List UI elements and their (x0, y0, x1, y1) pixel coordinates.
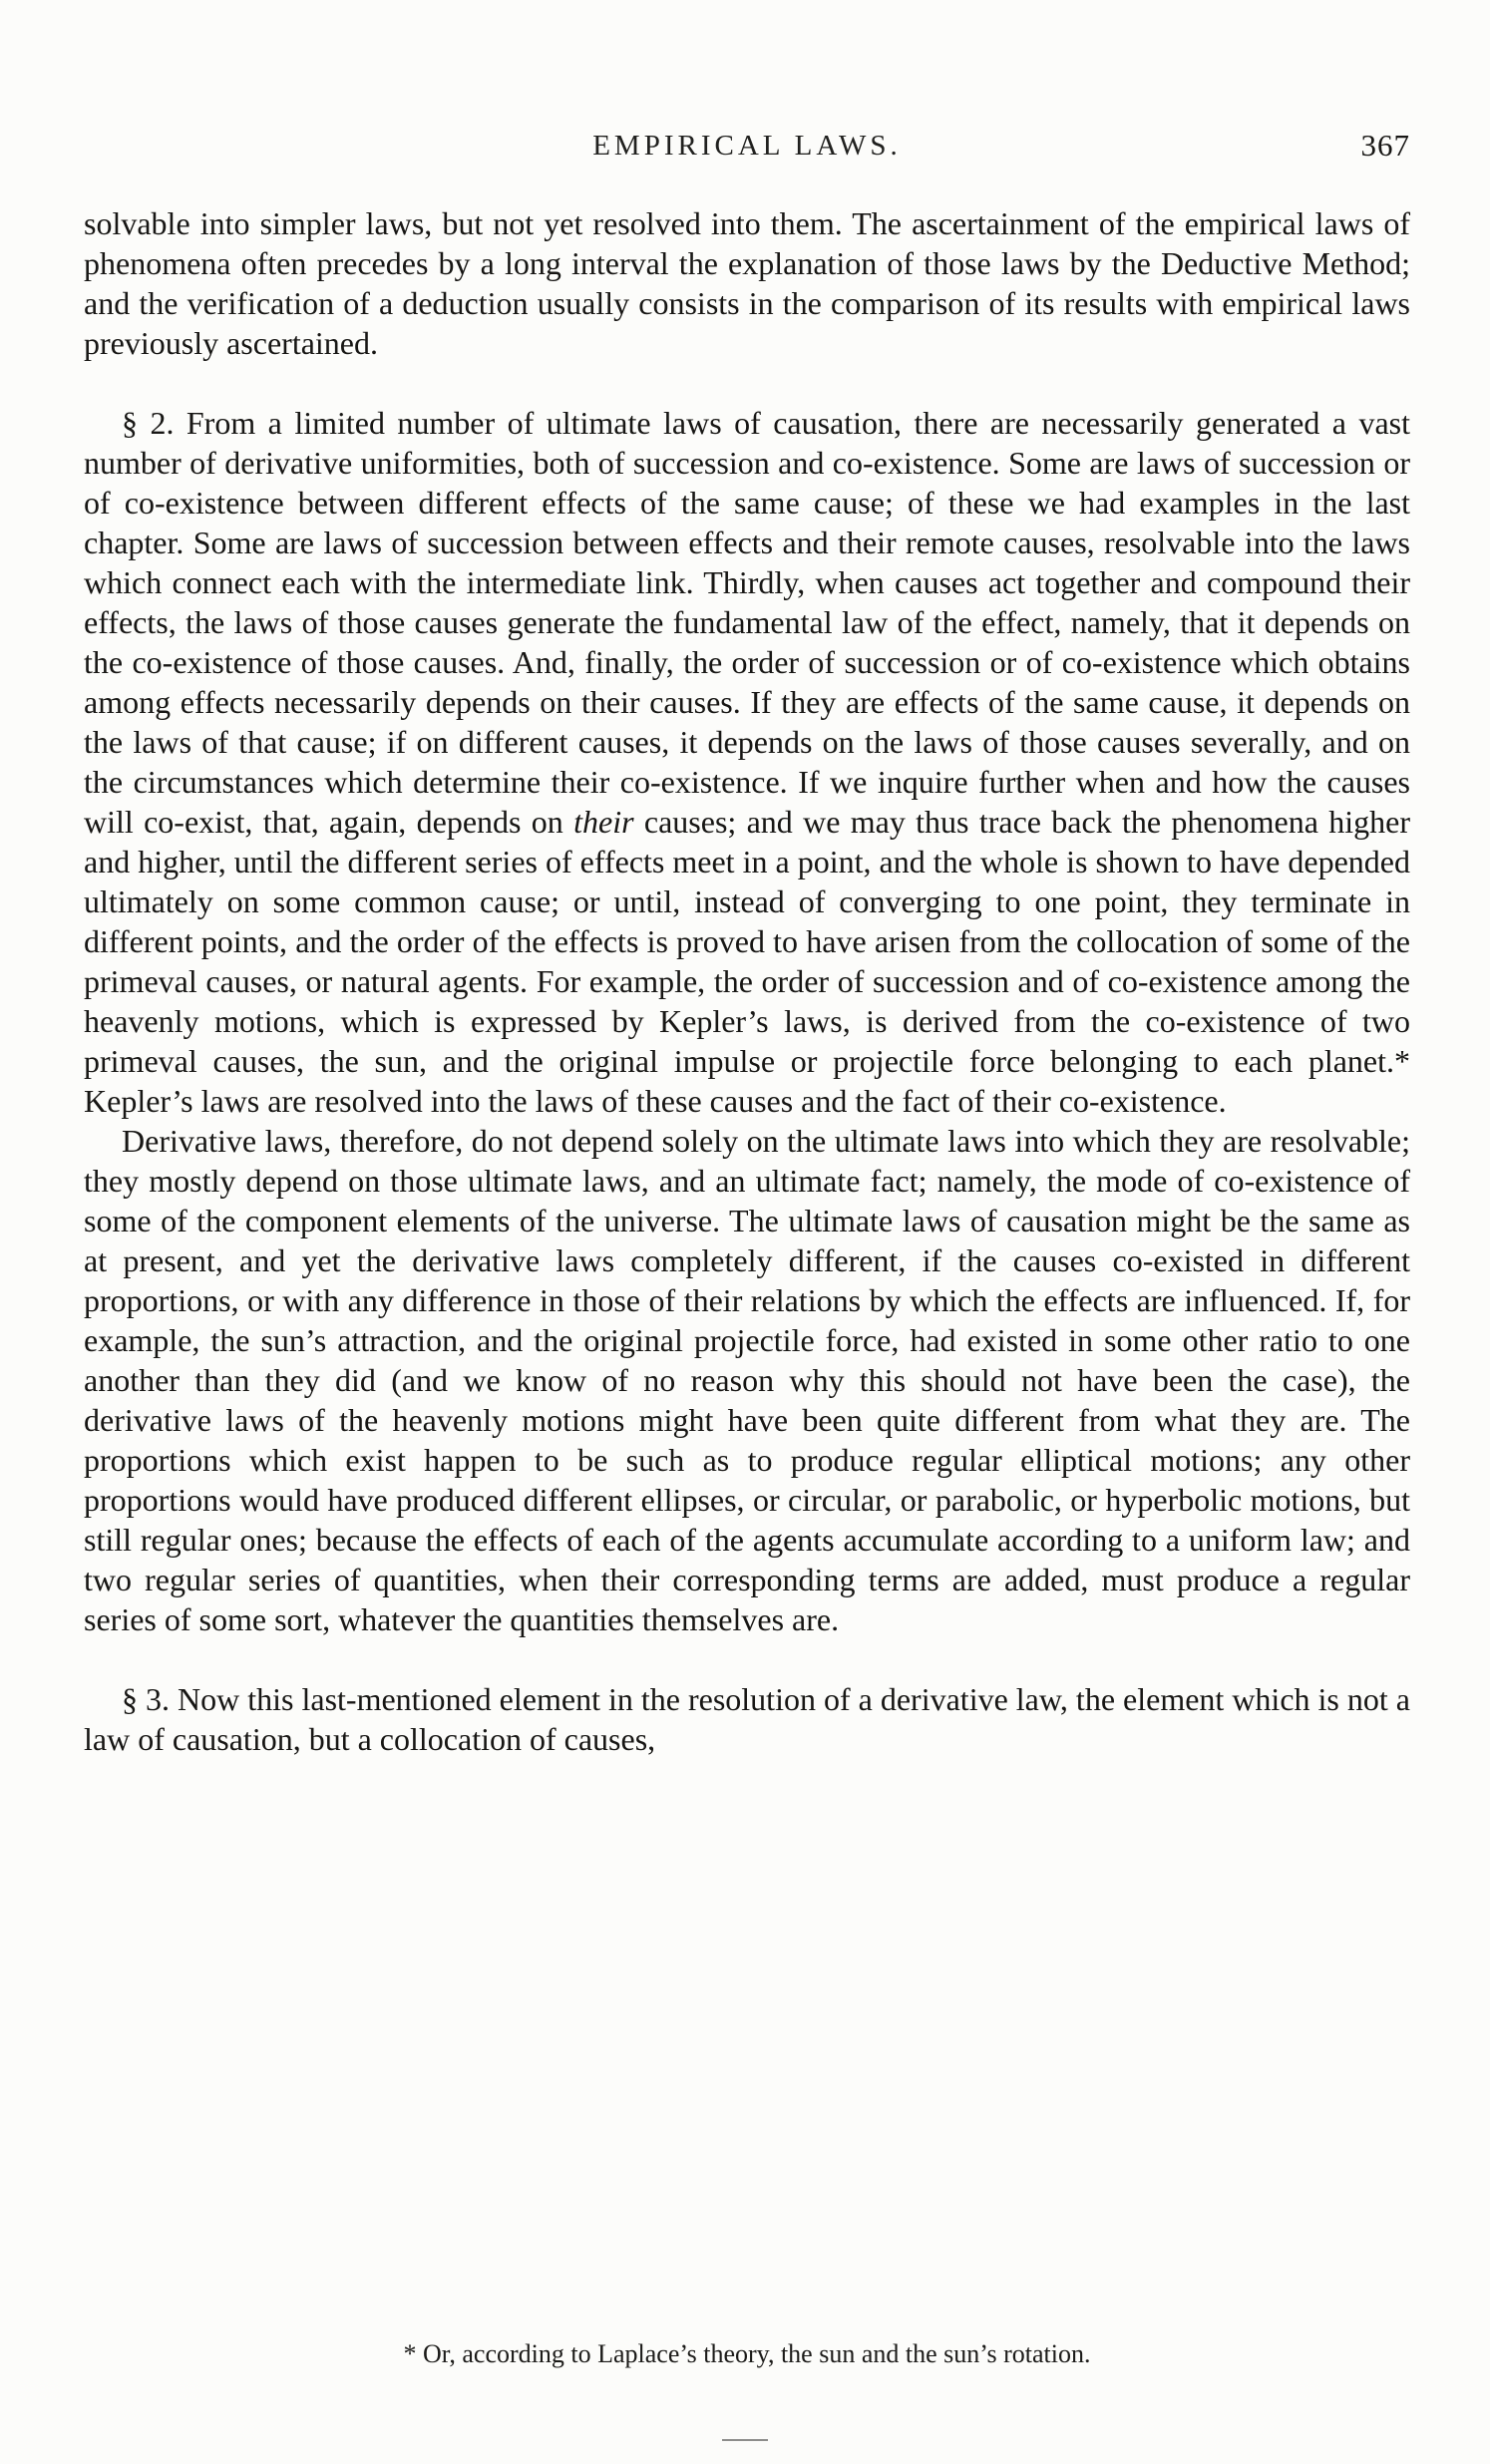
paragraph (84, 203, 1410, 363)
italic-run: their (573, 804, 634, 840)
text-run: Derivative laws, therefore, do not depend solely on the ultimate laws into which they are resolvable; they mostly depend on those ultimate laws, and an ultimate fact; namely, the mode of co-existence of some of the component elements of the universe. The ultimate laws of causation might be the same as at present, and yet the derivative laws completely different, if the causes co-existed in different proportions, or with any difference in those of their relations by which the effects are influenced. If, for example, the sun’s attraction, and the original projectile force, had existed in some other ratio to one another than they did (and we know of no reason why this should not have been the case), the derivative laws of the heavenly motions might have been quite different from what they are. The proportions which exist happen to be such as to produce regular elliptical motions; any other proportions would have produced different ellipses, or circular, or parabolic, or hyperbolic motions, but still regular ones; because the effects of each of the agents accumulate according to a uniform law; and two regular series of quantities, when their corresponding terms are added, must produce a regular series of some sort, whatever the quantities themselves are. (84, 1123, 1410, 1637)
page-number: 367 (1360, 128, 1410, 163)
running-title: EMPIRICAL LAWS. (592, 130, 902, 162)
page-body (84, 203, 1410, 1759)
running-head (84, 130, 1410, 172)
paragraph (84, 1679, 1410, 1759)
paragraph (84, 403, 1410, 1121)
text-run: § 3. Now this last-mentioned element in the resolution of a derivative law, the element which is not a law of causation, but a collocation of causes, (84, 1681, 1410, 1757)
footnote: * Or, according to Laplace’s theory, the sun and the sun’s rotation. (403, 2339, 1091, 2368)
scan-artifact-line (722, 2439, 768, 2441)
text-run: causes; and we may thus trace back the phenomena higher and higher, until the different series of effects meet in a point, and the whole is shown to have depended ultimately on some common cause; or until, instead of converging to one point, they terminate in different points, and the order of the effects is proved to have arisen from the collocation of some of the primeval causes, or natural agents. For example, the order of succession and of co-existence among the heavenly motions, which is expressed by Kepler’s laws, is derived from the co-existence of two primeval causes, the sun, and the original impulse or projectile force belonging to each planet.* Kepler’s laws are resolved into the laws of these causes and the fact of their co-existence. (84, 804, 1411, 1119)
paragraph (84, 1121, 1410, 1639)
text-run: § 2. From a limited number of ultimate laws of causation, there are necessarily generated a vast number of derivative uniformities, both of succession and co-existence. Some are laws of succession or of co-existence between different effects of the same cause; of these we had examples in the last chapter. Some are laws of succession between effects and their remote causes, resolvable into the laws which connect each with the intermediate link. Thirdly, when causes act together and compound their effects, the laws of those causes generate the fundamental law of the effect, namely, that it depends on the co-existence of those causes. And, finally, the order of succession or of co-existence which obtains among effects necessarily depends on their causes. If they are effects of the same cause, it depends on the laws of that cause; if on different causes, it depends on the laws of those causes severally, and on the circumstances which determine their co-existence. If we inquire further when and how the causes will co-exist, that, again, depends on (84, 405, 1410, 840)
text-run: solvable into simpler laws, but not yet resolved into them. The ascertainment of the empirical laws of phenomena often precedes by a long interval the explanation of those laws by the Deductive Method; and the verification of a deduction usually consists in the comparison of its results with empirical laws previously ascertained. (84, 205, 1410, 361)
